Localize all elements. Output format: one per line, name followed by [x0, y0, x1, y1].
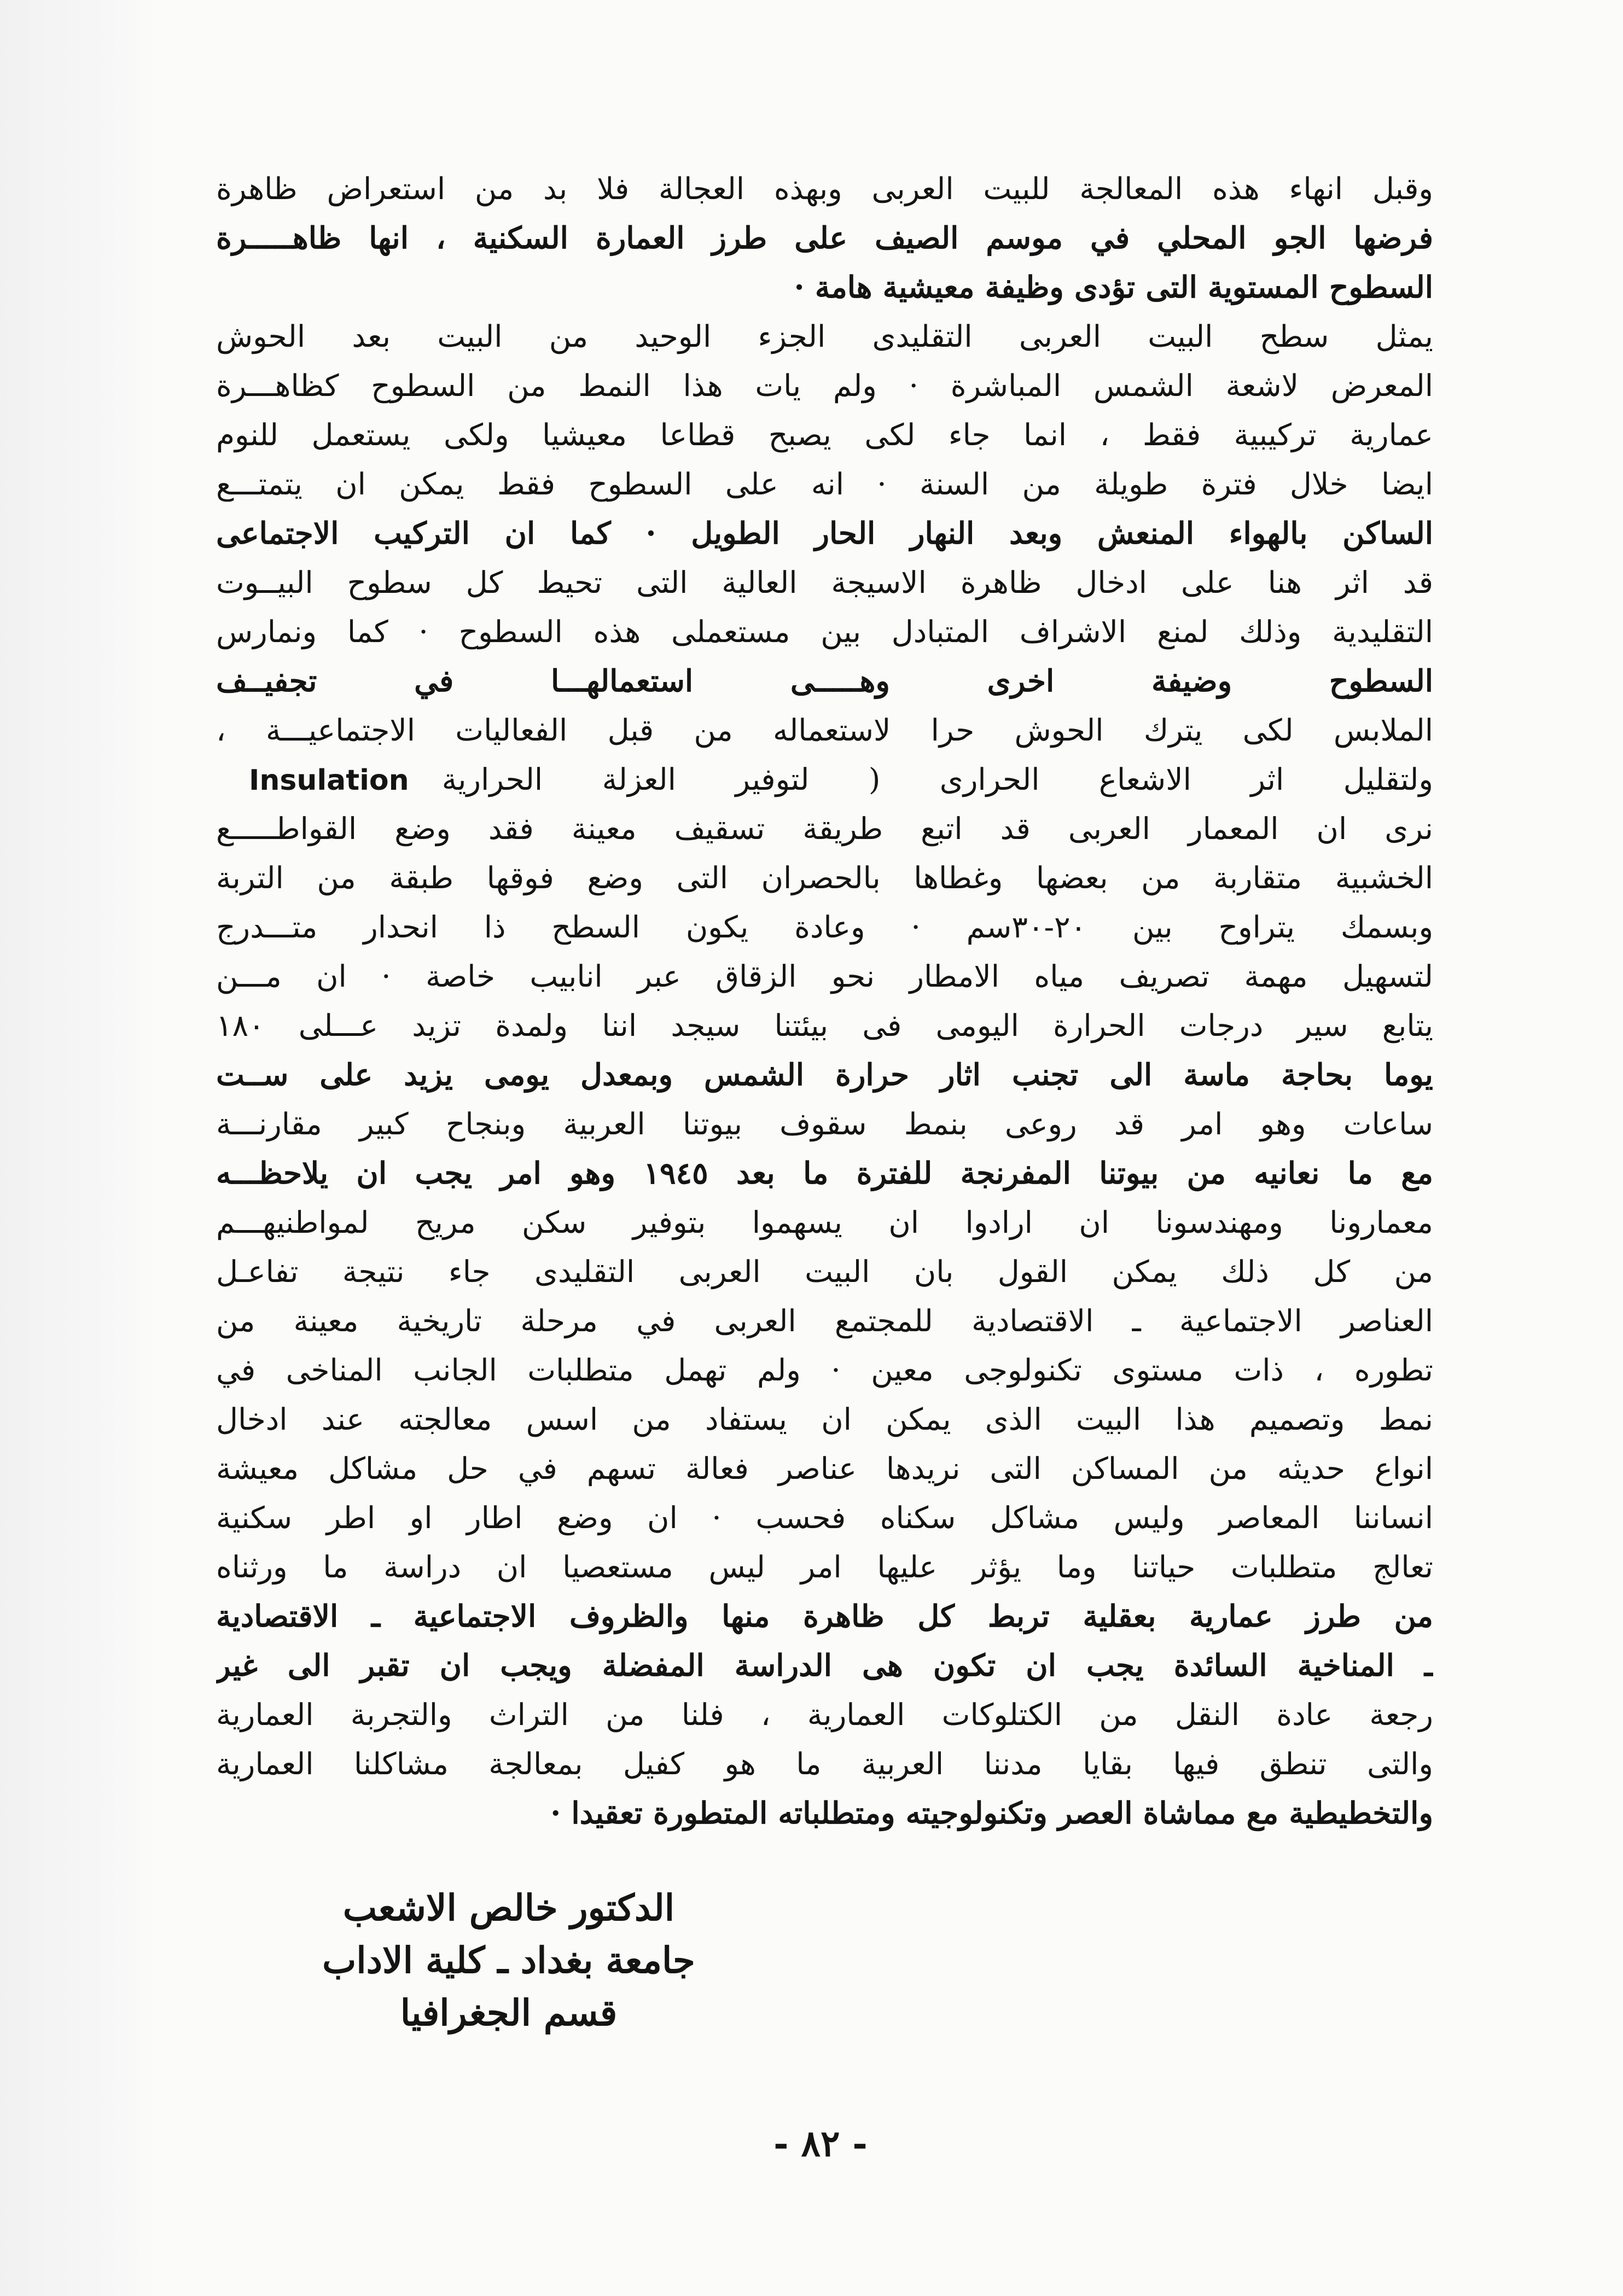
body-line-24: العناصر الاجتماعية ـ الاقتصادية للمجتمع العربى في مرحلة تاريخية معينة من [216, 1303, 1433, 1338]
body-line-8: الساكن بالهواء المنعش وبعد النهار الحار الطويل · كما ان التركيب الاجتماعى [216, 515, 1433, 551]
body-line-26: نمط وتصميم هذا البيت الذى يمكن ان يستفاد من اسس معالجته عند ادخال [216, 1402, 1433, 1437]
body-line-12: الملابس لكى يترك الحوش حرا لاستعماله من قبل الفعاليات الاجتماعيـــة ، [216, 713, 1433, 748]
body-line-7: ايضا خلال فترة طويلة من السنة · انه على السطوح فقط يمكن ان يتمتـــع [216, 467, 1433, 502]
author-name: الدكتور خالص الاشعب [342, 1886, 675, 1929]
body-line-34: والتخطيطية مع مماشاة العصر وتكنولوجيته ومتطلباته المتطورة تعقيدا · [550, 1795, 1433, 1831]
body-line-29: تعالج متطلبات حياتنا وما يؤثر عليها امر ليس مستعصيا ان دراسة ما ورثناه [216, 1549, 1433, 1584]
scan-margin [0, 0, 156, 2296]
body-line-27: انواع حديثه من المساكن التى نريدها عناصر فعالة تسهم في حل مشاكل معيشة [216, 1451, 1433, 1486]
body-line-32: رجعة عادة النقل من الكتلوكات العمارية ، فلنا من التراث والتجربة العمارية [216, 1697, 1433, 1732]
body-line-28: انساننا المعاصر وليس مشاكل سكناه فحسب · ان وضع اطار او اطر سكنية [216, 1500, 1433, 1535]
body-line-22: معمارونا ومهندسونا ان ارادوا ان يسهموا بتوفير سكن مريح لمواطنيهـــم [216, 1205, 1433, 1240]
page-number: - ٨٢ - [773, 2122, 868, 2165]
author-affiliation: جامعة بغداد ـ كلية الاداب [322, 1939, 695, 1982]
body-line-10: التقليدية وذلك لمنع الاشراف المتبادل بين مستعملى هذه السطوح · كما ونمارس [216, 614, 1433, 649]
body-line-9: قد اثر هنا على ادخال ظاهرة الاسيجة العالية التى تحيط كل سطوح البيــوت [216, 565, 1433, 600]
body-line-11: السطوح وضيفة اخرى وهـــــى استعمالهـــا في تجفيــف [216, 663, 1433, 698]
body-line-15: الخشبية متقاربة من بعضها وغطاها بالحصران التى وضع فوقها طبقة من التربة [216, 860, 1433, 895]
body-line-13 [216, 755, 1433, 804]
author-signature [284, 1881, 733, 2039]
body-line-4: يمثل سطح البيت العربى التقليدى الجزء الوحيد من البيت بعد الحوش [216, 319, 1433, 354]
body-line-30: من طرز عمارية بعقلية تربط كل ظاهرة منها والظروف الاجتماعية ـ الاقتصادية [216, 1598, 1433, 1634]
body-line-2: فرضها الجو المحلي في موسم الصيف على طرز العمارة السكنية ، انها ظاهـــــرة [216, 220, 1433, 255]
article-body [216, 164, 1433, 1838]
author-department: قسم الجغرافيا [400, 1991, 618, 2034]
body-line-16: وبسمك يتراوح بين ٢٠-٣٠سم · وعادة يكون السطح ذا انحدار متـــدرج [216, 910, 1433, 945]
body-line-31: ـ المناخية السائدة يجب ان تكون هى الدراسة المفضلة ويجب ان تقبر الى غير [216, 1647, 1433, 1683]
body-line-19: يوما بحاجة ماسة الى تجنب اثار حرارة الشمس وبمعدل يومى يزيد على ســت [216, 1057, 1433, 1092]
body-line-21: مع ما نعانيه من بيوتنا المفرنجة للفترة ما بعد ١٩٤٥ وهو امر يجب ان يلاحظـــه [216, 1155, 1433, 1191]
body-line-13-text: ولتقليل اثر الاشعاع الحرارى ( لتوفير العزلة الحرارية [441, 762, 1433, 797]
body-line-25: تطوره ، ذات مستوى تكنولوجى معين · ولم تهمل متطلبات الجانب المناخى في [216, 1353, 1433, 1388]
body-line-20: ساعات وهو امر قد روعى بنمط سقوف بيوتنا العربية وبنجاح كبير مقارنـــة [216, 1106, 1433, 1141]
body-line-18: يتابع سير درجات الحرارة اليومى فى بيئتنا سيجد اننا ولمدة تزيد عـــلى ١٨٠ [216, 1008, 1433, 1043]
body-line-5: المعرض لاشعة الشمس المباشرة · ولم يات هذا النمط من السطوح كظاهـــرة [216, 368, 1433, 403]
body-line-14: نرى ان المعمار العربى قد اتبع طريقة تسقيف معينة فقد وضع القواطـــــع [216, 811, 1433, 846]
body-line-6: عمارية تركيبية فقط ، انما جاء لكى يصبح قطاعا معيشيا ولكى يستعمل للنوم [216, 417, 1433, 452]
insulation-term: Insulation [249, 764, 409, 797]
body-line-17: لتسهيل مهمة تصريف مياه الامطار نحو الزقاق عبر انابيب خاصة · ان مـــن [216, 959, 1433, 994]
body-line-1: وقبل انهاء هذه المعالجة للبيت العربى وبهذه العجالة فلا بد من استعراض ظاهرة [216, 171, 1433, 206]
body-line-33: والتى تنطق فيها بقايا مدننا العربية ما هو كفيل بمعالجة مشاكلنا العمارية [216, 1746, 1433, 1781]
body-line-23: من كل ذلك يمكن القول بان البيت العربى التقليدى جاء نتيجة تفاعـل [216, 1254, 1433, 1289]
body-line-3: السطوح المستوية التى تؤدى وظيفة معيشية هامة · [794, 269, 1433, 305]
